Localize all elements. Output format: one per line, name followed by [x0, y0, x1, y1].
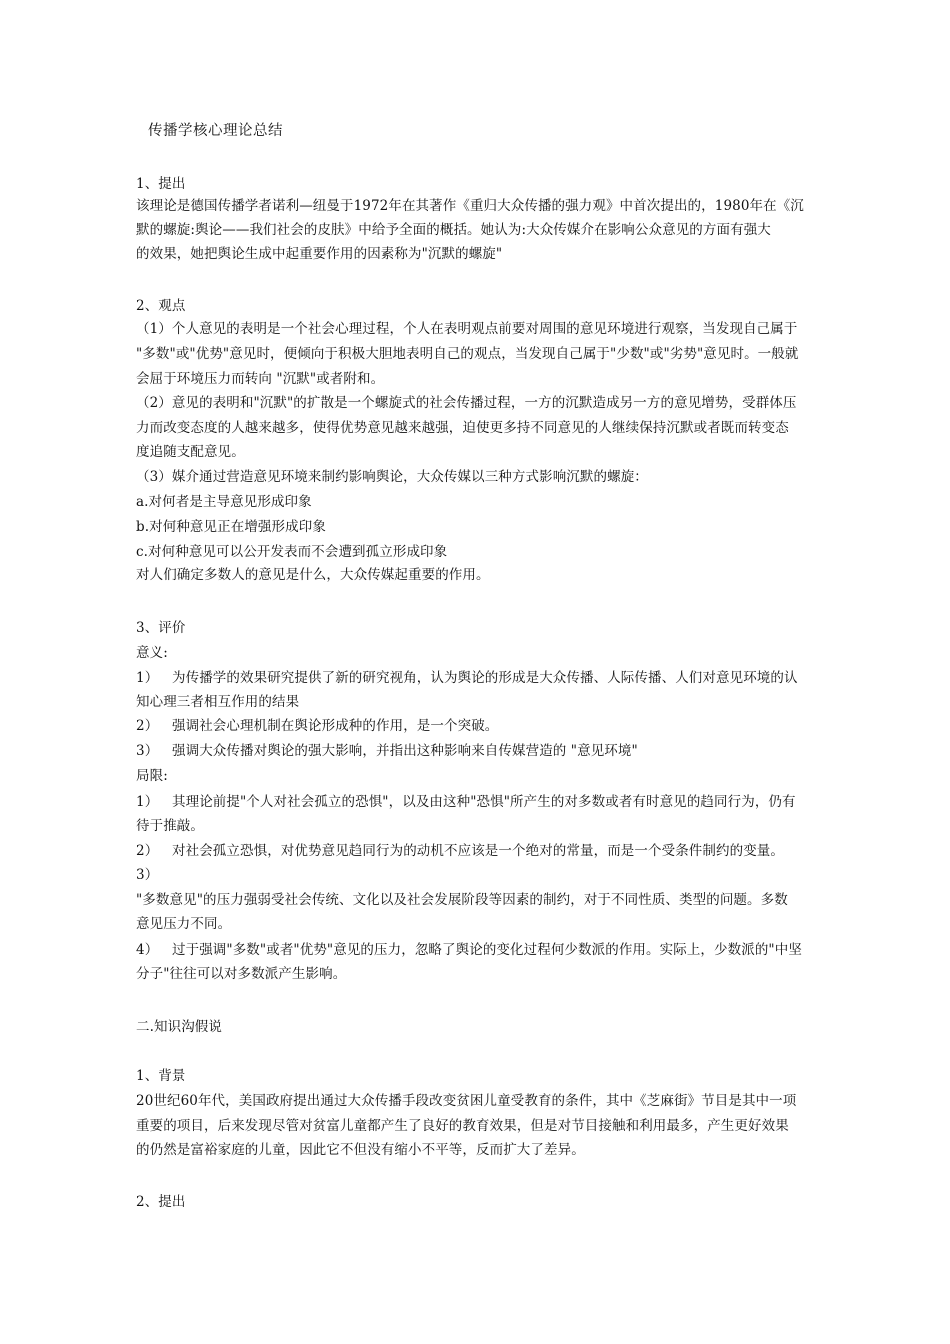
document-title: 传播学核心理论总结: [148, 123, 283, 139]
paragraph-line: 意见压力不同。: [136, 916, 232, 932]
paragraph-line: 的仍然是富裕家庭的儿童，因此它不但没有缩小不平等，反而扩大了差异。: [136, 1142, 585, 1158]
paragraph-line: （1）个人意见的表明是一个社会心理过程，个人在表明观点前要对周围的意见环境进行观察，当发现自己属于: [136, 321, 798, 337]
paragraph-line: 知心理三者相互作用的结果: [136, 694, 300, 710]
list-item: b.对何种意见正在增强形成印象: [136, 519, 326, 535]
list-item: [136, 669, 836, 687]
list-number: 3）: [136, 743, 159, 759]
paragraph-line: 度追随支配意见。: [136, 444, 245, 460]
paragraph-line: "多数意见"的压力强弱受社会传统、文化以及社会发展阶段等因素的制约，对于不同性质、类型的问题。多数: [136, 892, 788, 908]
paragraph-line: 该理论是德国传播学者诺利—纽曼于1972年在其著作《重归大众传播的强力观》中首次提出的，1980年在《沉: [136, 198, 804, 214]
section-heading: 3、评价: [136, 620, 186, 636]
paragraph-line: 力而改变态度的人越来越多，使得优势意见越来越强，迫使更多持不同意见的人继续保持沉默或者既而转变态: [136, 420, 789, 436]
paragraph-line: 会屈于环境压力而转向 "沉默"或者附和。: [136, 371, 385, 387]
list-number: 1）: [136, 794, 159, 810]
paragraph-line: 默的螺旋:舆论——我们社会的皮肤》中给予全面的概括。她认为:大众传媒介在影响公众意见的方面有强大: [136, 222, 771, 238]
list-item: [136, 717, 836, 735]
paragraph-line: "多数"或"优势"意见时，便倾向于积极大胆地表明自己的观点，当发现自己属于"少数"或"劣势"意见时。一般就: [136, 346, 799, 362]
list-item: [136, 842, 836, 860]
paragraph-line: 待于推敲。: [136, 818, 204, 834]
subheading: 局限:: [136, 768, 168, 784]
section-heading: 2、提出: [136, 1194, 186, 1210]
list-number: 1）: [136, 670, 159, 686]
paragraph-line: （3）媒介通过营造意见环境来制约影响舆论，大众传媒以三种方式影响沉默的螺旋：: [136, 469, 648, 485]
list-item: c.对何种意见可以公开发表而不会遭到孤立形成印象: [136, 544, 448, 560]
section-heading: 1、提出: [136, 176, 186, 192]
list-item: [136, 742, 836, 760]
section-heading: 1、背景: [136, 1068, 186, 1084]
paragraph-line: 重要的项目，后来发现尽管对贫富儿童都产生了良好的教育效果，但是对节目接触和利用最多，产生更好效果: [136, 1118, 789, 1134]
part-heading: 二.知识沟假说: [136, 1019, 222, 1035]
list-number: 3）: [136, 867, 159, 883]
list-number: 2）: [136, 843, 159, 859]
section-heading: 2、观点: [136, 298, 186, 314]
list-text: 过于强调"多数"或者"优势"意见的压力，忽略了舆论的变化过程何少数派的作用。实际上，少数派的"中坚: [172, 942, 802, 958]
list-item: a.对何者是主导意见形成印象: [136, 494, 312, 510]
subheading: 意义:: [136, 645, 168, 661]
list-text: 强调社会心理机制在舆论形成种的作用，是一个突破。: [172, 718, 499, 734]
list-text: 为传播学的效果研究提供了新的研究视角，认为舆论的形成是大众传播、人际传播、人们对意见环境的认: [172, 670, 798, 686]
list-number: 4）: [136, 942, 159, 958]
paragraph-line: 的效果，她把舆论生成中起重要作用的因素称为"沉默的螺旋": [136, 246, 503, 262]
list-text: 对社会孤立恐惧，对优势意见趋同行为的动机不应该是一个绝对的常量，而是一个受条件制约的变量。: [172, 843, 784, 859]
paragraph-line: （2）意见的表明和"沉默"的扩散是一个螺旋式的社会传播过程，一方的沉默造成另一方的意见增势，受群体压: [136, 395, 797, 411]
list-text: 其理论前提"个人对社会孤立的恐惧"，以及由这种"恐惧"所产生的对多数或者有时意见的趋同行为，仍有: [172, 794, 796, 810]
list-item: [136, 793, 836, 811]
paragraph-line: 对人们确定多数人的意见是什么，大众传媒起重要的作用。: [136, 567, 490, 583]
list-text: 强调大众传播对舆论的强大影响，并指出这种影响来自传媒营造的 "意见环境": [172, 743, 638, 759]
paragraph-line: 分子"往往可以对多数派产生影响。: [136, 966, 347, 982]
list-number: 2）: [136, 718, 159, 734]
list-item: [136, 941, 836, 959]
paragraph-line: 20世纪60年代，美国政府提出通过大众传播手段改变贫困儿童受教育的条件，其中《芝麻街》节目是其中一项: [136, 1093, 797, 1109]
